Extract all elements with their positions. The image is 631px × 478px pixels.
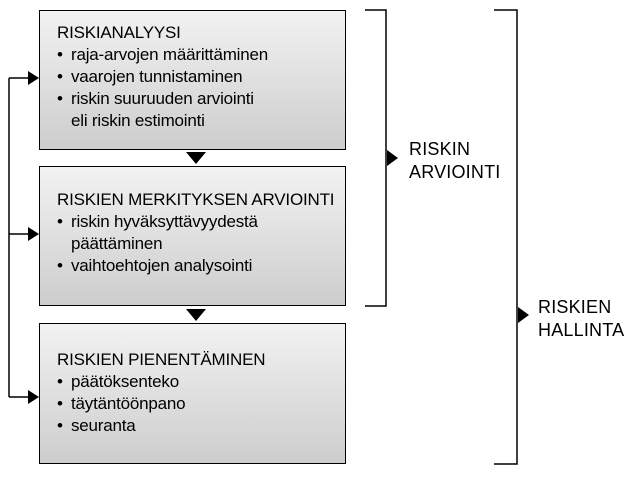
list-item: • raja-arvojen määrittäminen [57, 44, 335, 66]
right-arrow-icon [387, 150, 398, 166]
risk-management-label [538, 296, 624, 342]
list-item: • riskin hyväksyttävyydestä [57, 211, 335, 233]
risk-assessment-label-line2: ARVIOINTI [409, 162, 501, 182]
risk-assessment-label-line1: RISKIN [409, 139, 471, 159]
right-arrow-icon [28, 227, 39, 241]
risk-management-label-line1: RISKIEN [538, 297, 612, 317]
management-bracket [494, 10, 517, 464]
risk-reduction-title: RISKIEN PIENENTÄMINEN [57, 350, 266, 369]
right-arrow-icon [28, 71, 39, 85]
assessment-bracket [365, 10, 386, 306]
risk-management-label-line2: HALLINTA [538, 320, 625, 340]
risk-evaluation-title: RISKIEN MERKITYKSEN ARVIOINTI [57, 190, 335, 209]
risk-analysis-title: RISKIANALYYSI [57, 23, 181, 42]
down-arrow-icon [186, 152, 206, 164]
risk-assessment-label [409, 138, 500, 184]
list-item: • vaarojen tunnistaminen [57, 66, 335, 88]
list-item: • seuranta [57, 415, 335, 437]
list-item: • vaihtoehtojen analysointi [57, 255, 335, 277]
list-item: • riskin suuruuden arviointi [57, 88, 335, 110]
right-arrow-icon [28, 390, 39, 404]
list-item-continuation: päättäminen [71, 234, 163, 253]
list-item: • täytäntöönpano [57, 393, 335, 415]
down-arrow-icon [186, 309, 206, 321]
right-arrow-icon [518, 307, 529, 323]
list-item: • päätöksenteko [57, 371, 335, 393]
list-item-continuation: eli riskin estimointi [71, 111, 205, 130]
